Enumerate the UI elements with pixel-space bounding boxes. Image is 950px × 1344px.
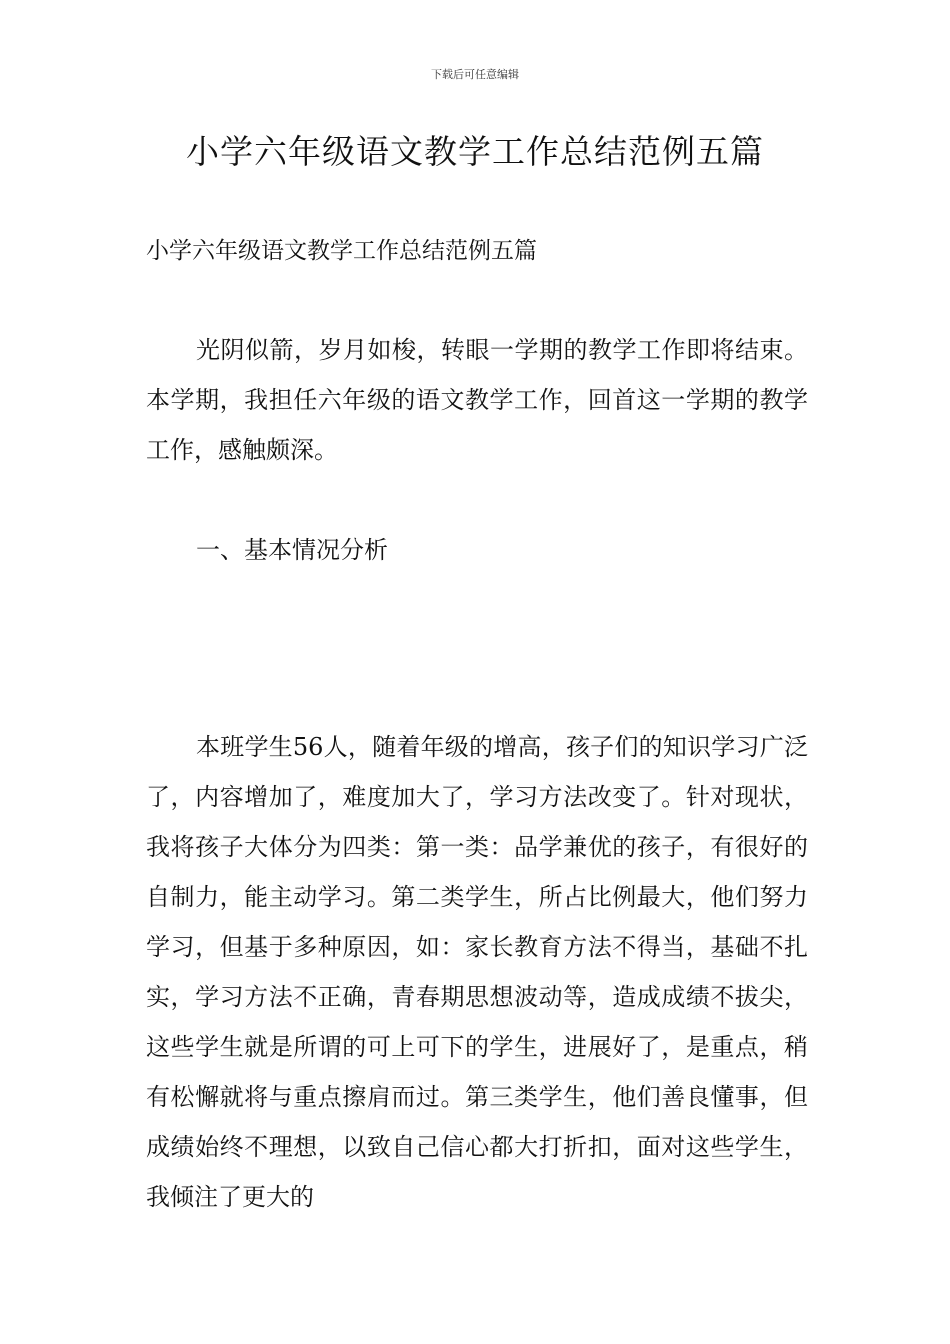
document-title: 小学六年级语文教学工作总结范例五篇 bbox=[186, 132, 764, 171]
section-heading: 一、基本情况分析 bbox=[196, 536, 388, 564]
header-note: 下载后可任意编辑 bbox=[431, 68, 519, 81]
body-paragraph: 本班学生56人，随着年级的增高，孩子们的知识学习广泛了，内容增加了，难度加大了，学习方法改变了。针对现状，我将孩子大体分为四类：第一类：品学兼优的孩子，有很好的自制力，能主动学习。第二类学生，所占比例最大，他们努力学习，但基于多种原因，如：家长教育方法不得当，基础不扎实，学习方法不正确，青春期思想波动等，造成成绩不拔尖，这些学生就是所谓的可上可下的学生，进展好了，是重点，稍有松懈就将与重点擦肩而过。第三类学生，他们善良懂事，但成绩始终不理想，以致自己信心都大打折扣，面对这些学生，我倾注了更大的 bbox=[146, 733, 808, 1211]
intro-paragraph: 光阴似箭，岁月如梭，转眼一学期的教学工作即将结束。本学期，我担任六年级的语文教学工作，回首这一学期的教学工作，感触颇深。 bbox=[146, 336, 808, 464]
document-subtitle: 小学六年级语文教学工作总结范例五篇 bbox=[146, 238, 537, 264]
